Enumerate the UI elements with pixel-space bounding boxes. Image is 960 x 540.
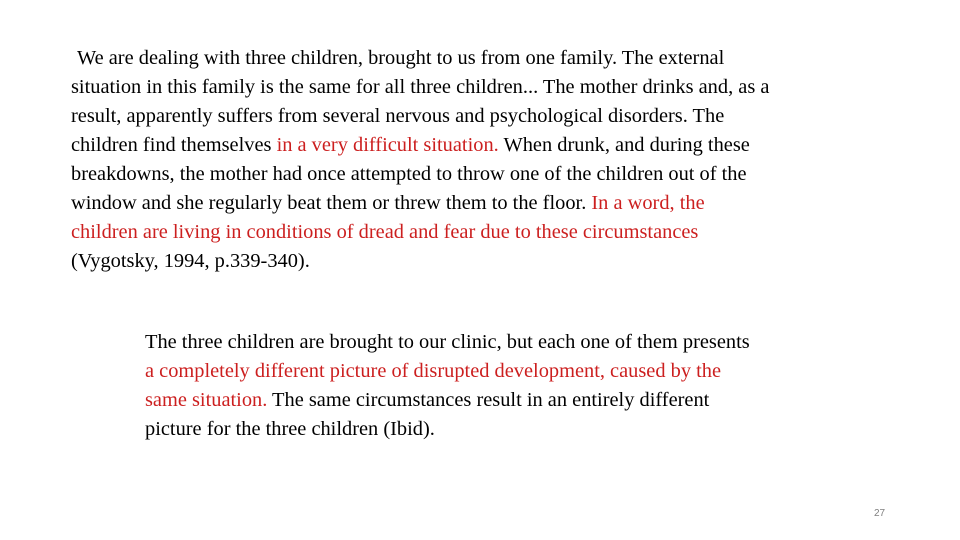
page-number: 27 (874, 508, 886, 519)
quote-line-text: breakdowns, the mother had once attempted to throw one of the children out of the (71, 163, 747, 185)
commentary-paragraph (145, 328, 905, 444)
vygotsky-quote (71, 44, 931, 276)
quote-line-text: children find themselves (71, 134, 277, 156)
quote-line (71, 73, 931, 102)
quote-line-text: When drunk, and during these (498, 134, 750, 156)
commentary-line (145, 415, 905, 444)
commentary-line (145, 328, 905, 357)
quote-line (71, 160, 931, 189)
quote-line-text: window and she regularly beat them or threw them to the floor. (71, 192, 592, 214)
quote-line-text: result, apparently suffers from several nervous and psychological disorders. The (71, 105, 725, 127)
quote-line-text: situation in this family is the same for all three children... The mother drinks and, as a (71, 76, 770, 98)
quote-line-text: children are living in conditions of dread and fear due to these circumstances (71, 221, 699, 243)
citation-text: (Vygotsky, 1994, p.339-340). (71, 250, 310, 272)
commentary-line-text: The same circumstances result in an entirely different (267, 389, 710, 411)
highlighted-line (145, 357, 905, 386)
commentary-line-text: picture for the three children (Ibid). (145, 418, 435, 440)
citation (71, 247, 931, 276)
quote-line (71, 102, 931, 131)
quote-line (71, 44, 931, 73)
commentary-line-text: The three children are brought to our clinic, but each one of them presents (145, 331, 750, 353)
highlighted-phrase: In a word, the (591, 192, 705, 214)
highlighted-phrase: in a very difficult situation. (276, 134, 499, 156)
quote-line-text: We are dealing with three children, brought to us from one family. The external (77, 47, 725, 69)
highlighted-line (71, 218, 931, 247)
highlighted-phrase: same situation. (145, 389, 268, 411)
commentary-line-text: a completely different picture of disrupted development, caused by the (145, 360, 722, 382)
quote-line (71, 131, 931, 160)
quote-line (71, 189, 931, 218)
commentary-line (145, 386, 905, 415)
